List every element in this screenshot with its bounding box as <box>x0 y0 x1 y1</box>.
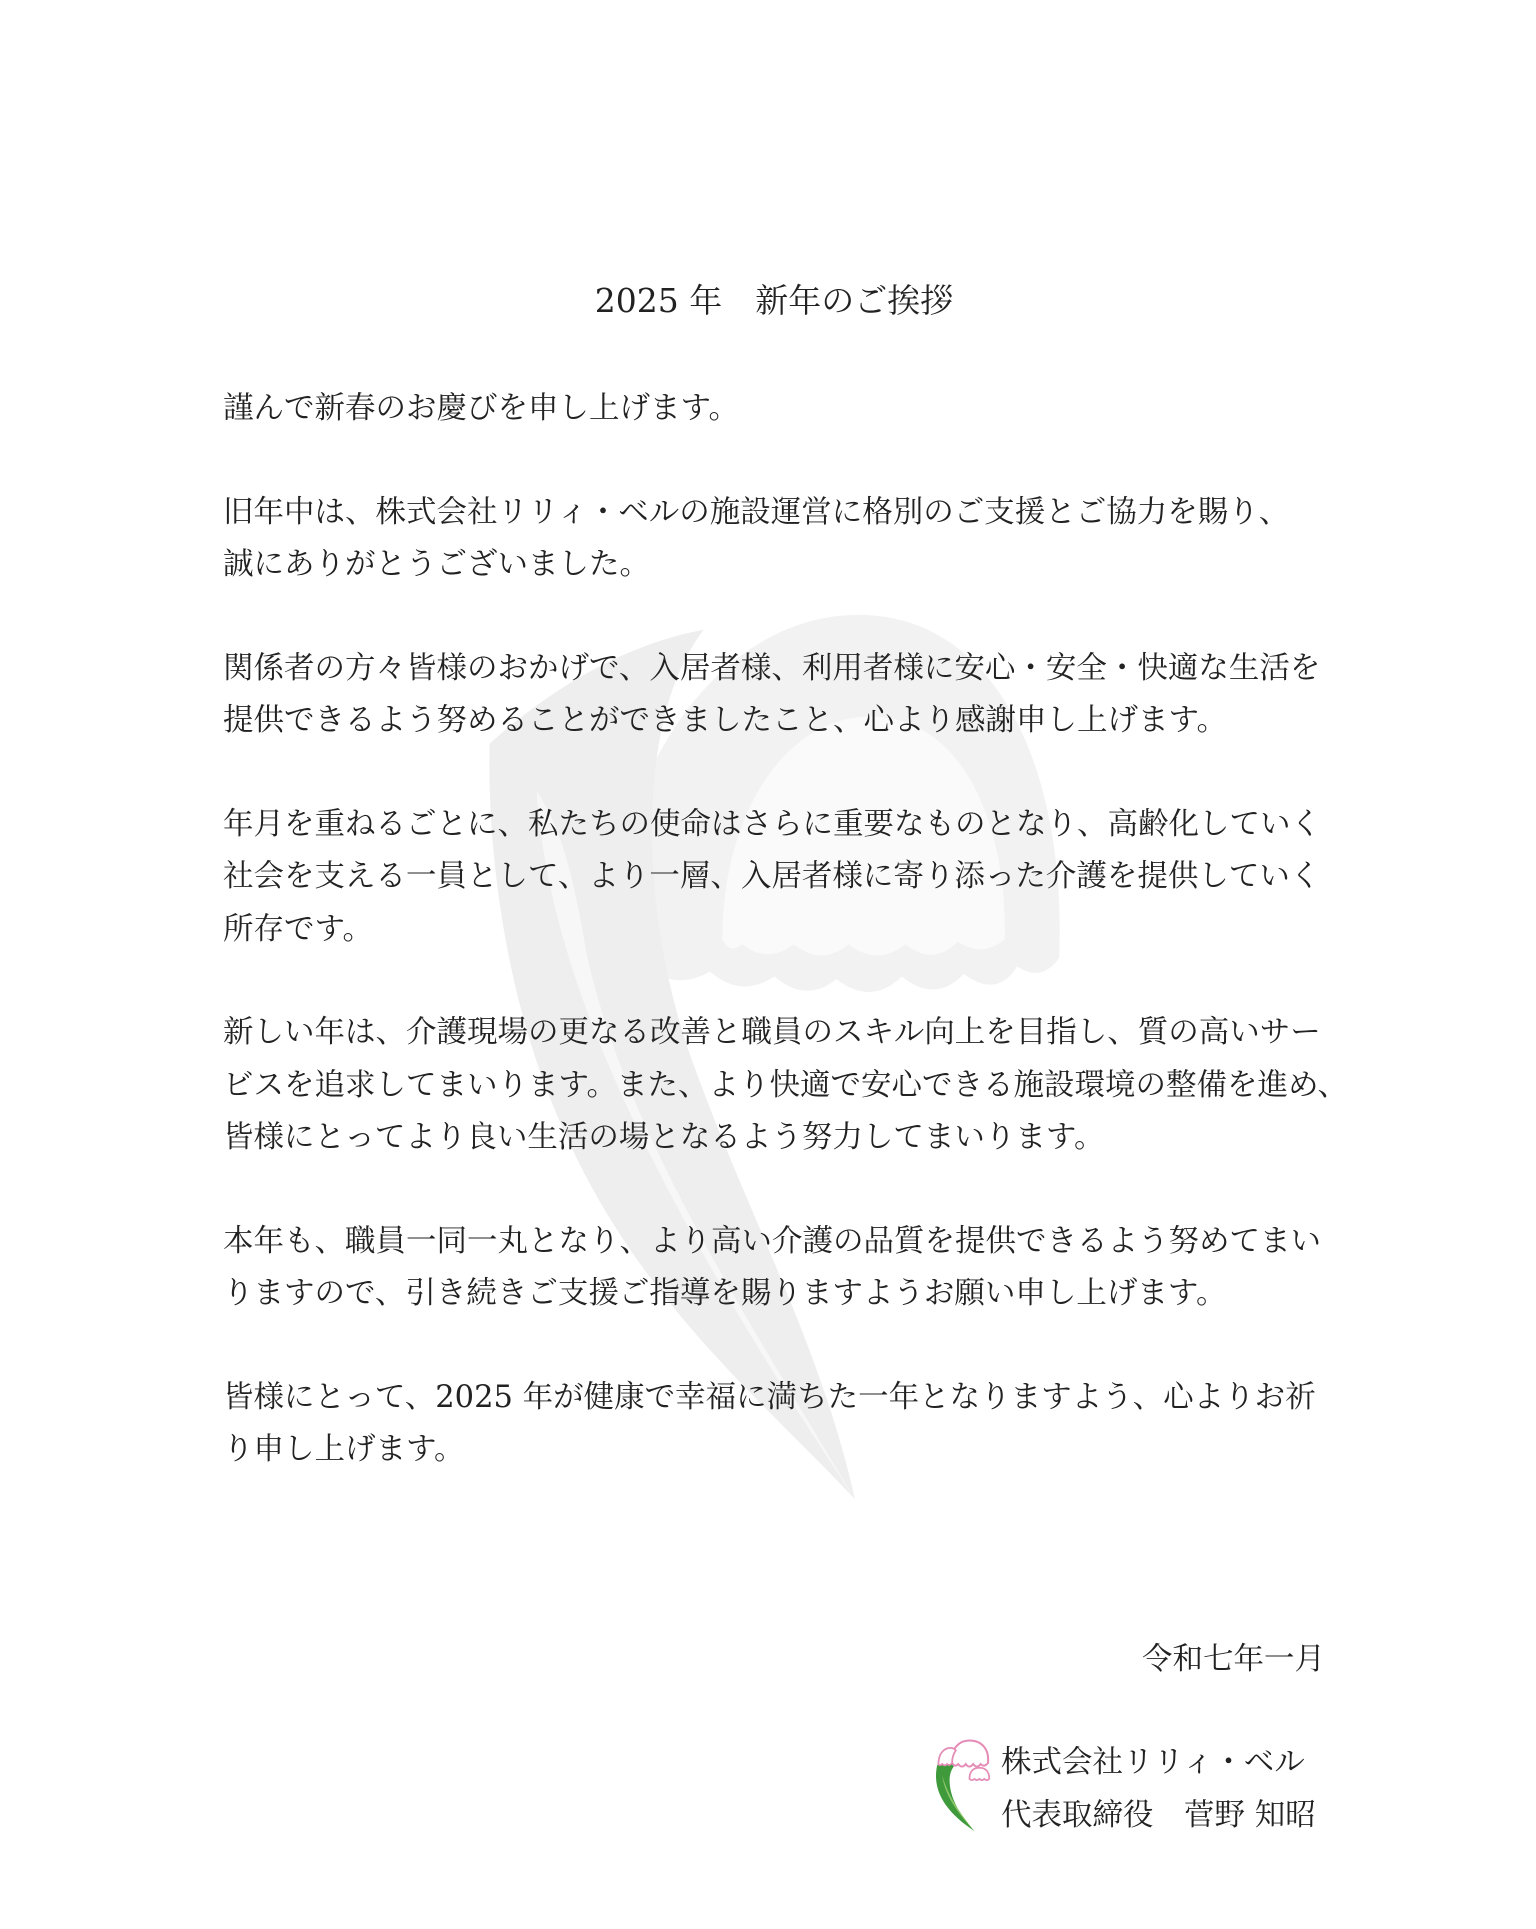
paragraph <box>223 799 1325 957</box>
text-line: 社会を支える一員として、より一層、入居者様に寄り添った介護を提供していく <box>223 859 1321 894</box>
paragraph <box>223 1372 1325 1477</box>
signature-block <box>1001 1737 1316 1842</box>
text-line: ビスを追求してまいります。また、より快適で安心できる施設環境の整備を進め、 <box>223 1067 1348 1103</box>
logo-bell-lower <box>969 1768 989 1780</box>
letter-body <box>223 383 1348 1528</box>
text-line: 提供できるよう努めることができましたこと、心より感謝申し上げます。 <box>223 703 1228 738</box>
paragraph <box>223 1216 1325 1321</box>
text-line: 本年も、職員一同一丸となり、より高い介護の品質を提供できるよう努めてまい <box>223 1223 1321 1259</box>
text-line: 誠にありがとうございました。 <box>223 547 650 582</box>
text-line: 旧年中は、株式会社リリィ・ベルの施設運営に格別のご支援とご協力を賜り、 <box>223 494 1290 530</box>
text-line: 年月を重ねるごとに、私たちの使命はさらに重要なものとなり、高齢化していく <box>223 806 1321 842</box>
text-line: 皆様にとってより良い生活の場となるよう努力してまいります。 <box>223 1120 1105 1155</box>
text-line: 所存です。 <box>223 911 374 947</box>
letter-date: 令和七年一月 <box>1142 1642 1325 1677</box>
paragraph <box>223 383 1325 436</box>
logo-leaf <box>936 1762 974 1831</box>
paragraph <box>223 1007 1348 1165</box>
company-name: 株式会社リリィ・ベル <box>1001 1745 1305 1780</box>
text-line: 皆様にとって、2025 年が健康で幸福に満ちた一年となりますよう、心よりお祈 <box>223 1379 1316 1415</box>
paragraph <box>223 487 1325 592</box>
logo-bell-large <box>952 1740 988 1766</box>
text-line: 新しい年は、介護現場の更なる改善と職員のスキル向上を目指し、質の高いサー <box>223 1015 1321 1050</box>
letter-title: 2025 年 新年のご挨拶 <box>594 281 954 320</box>
paragraph <box>223 643 1325 748</box>
text-line: りますので、引き続きご支援ご指導を賜りますようお願い申し上げます。 <box>223 1276 1227 1311</box>
company-logo-icon <box>932 1738 992 1831</box>
representative-name: 代表取締役 菅野 知昭 <box>1001 1797 1316 1833</box>
text-line: り申し上げます。 <box>223 1432 465 1467</box>
text-line: 謹んで新春のお慶びを申し上げます。 <box>223 391 740 426</box>
text-line: 関係者の方々皆様のおかげで、入居者様、利用者様に安心・安全・快適な生活を <box>223 650 1321 686</box>
